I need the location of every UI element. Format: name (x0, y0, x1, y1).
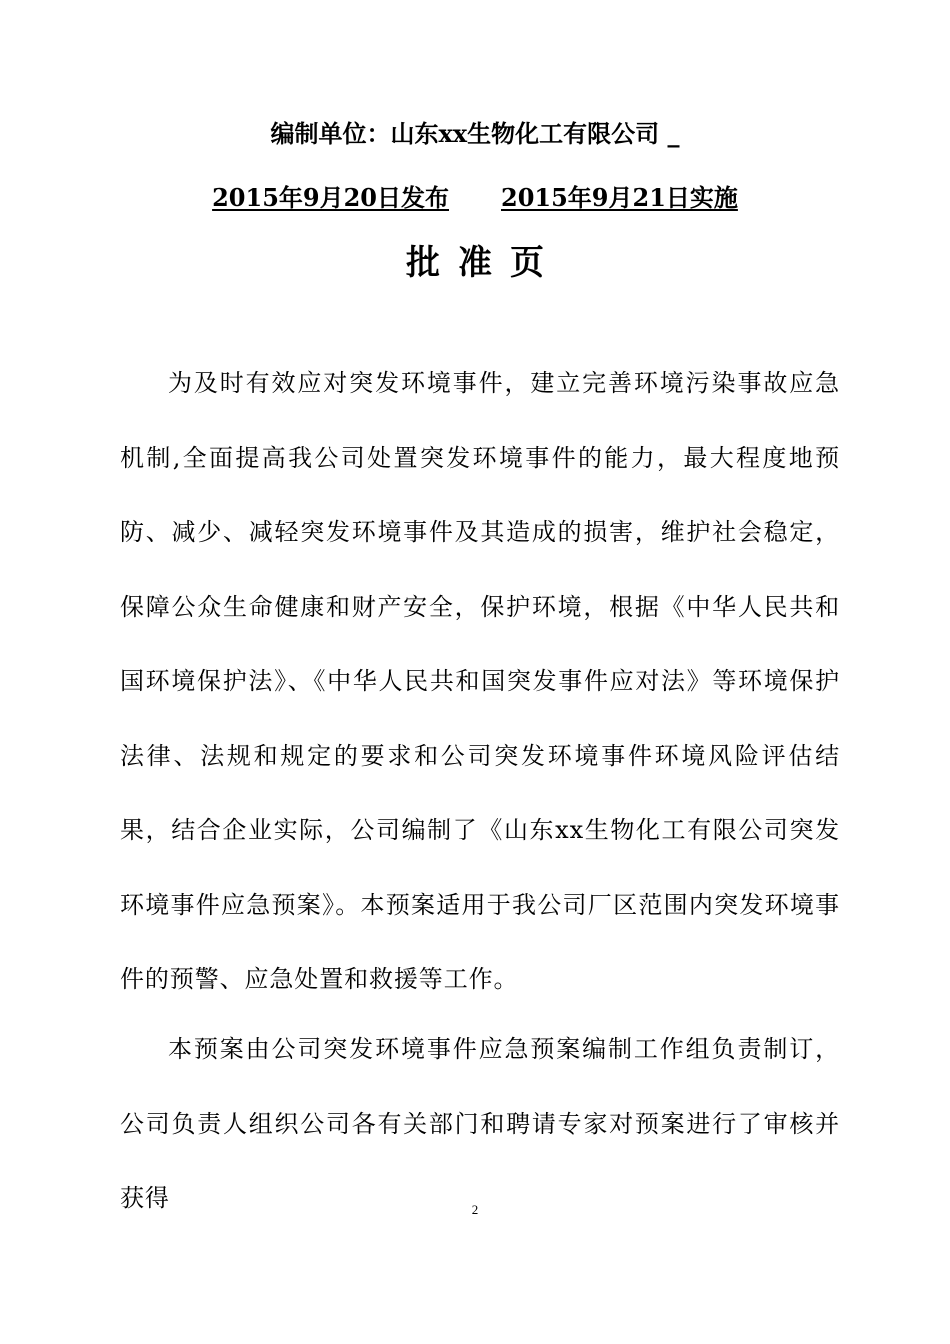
organization-line (0, 118, 950, 150)
page-title: 批准页 (406, 243, 562, 283)
organization-label: 编制单位： (270, 119, 391, 148)
body-paragraph: 为及时有效应对突发环境事件，建立完善环境污染事故应急机制,全面提高我公司处置突发环境事件的能力，最大程度地预防、减少、减轻突发环境事件及其造成的损害，维护社会稳定，保障公众生命健康和财产安全，保护环境，根据《中华人民共和国环境保护法》、《中华人民共和国突发事件应对法》等环境保护法律、法规和规定的要求和公司突发环境事件环境风险评估结果，结合企业实际，公司编制了《山东xx生物化工有限公司突发环境事件应急预案》。本预案适用于我公司厂区范围内突发环境事件的预警、应急处置和救援等工作。 (120, 369, 840, 993)
date-line (0, 182, 950, 214)
body-paragraph: 本预案由公司突发环境事件应急预案编制工作组负责制订，公司负责人组织公司各有关部门和聘请专家对预案进行了审核并获得 (120, 1035, 840, 1212)
release-date: 2015年9月20日发布 (212, 183, 449, 212)
page-number: 2 (471, 1202, 479, 1217)
organization-name: 山东xx生物化工有限公司 _ (390, 119, 680, 148)
effective-date: 2015年9月21日实施 (501, 183, 738, 212)
